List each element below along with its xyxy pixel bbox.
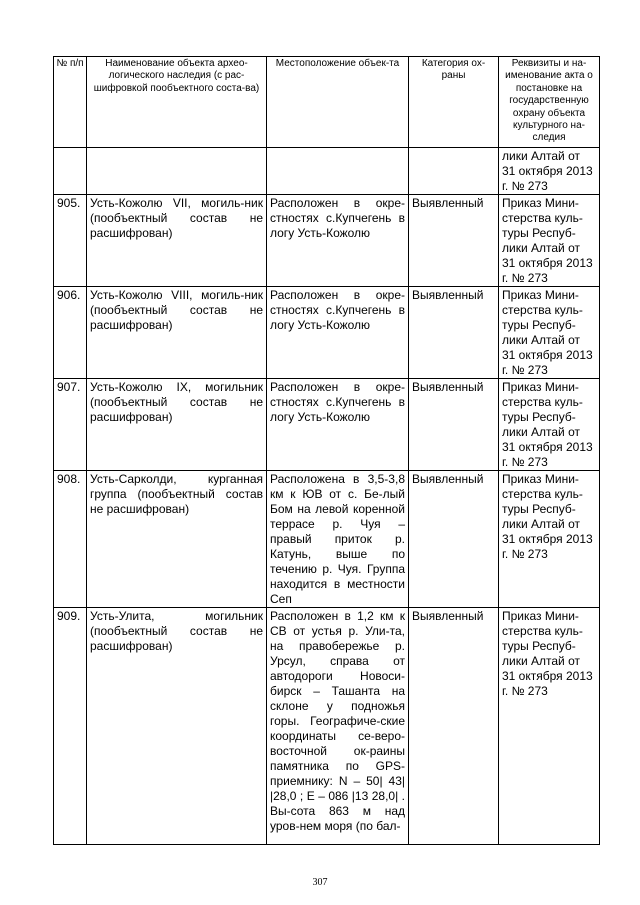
table-row [54,195,600,287]
cell-category: Выявленный [409,287,499,379]
header-num: № п/п [54,57,87,148]
cell-act: Приказ Мини-стерства куль-туры Респуб-лики Алтай от 31 октября 2013 г. № 273 [499,471,600,608]
cell-name [87,148,267,195]
table-header-row [54,57,600,148]
cell-act: лики Алтай от 31 октября 2013 г. № 273 [499,148,600,195]
table-row [54,379,600,471]
cell-name: Усть-Кожолю IX, могильник (пообъектный состав не расшифрован) [87,379,267,471]
cell-num: 907. [54,379,87,471]
cell-num: 906. [54,287,87,379]
cell-location: Расположен в окре-стностях с.Купчегень в логу Усть-Кожолю [267,195,409,287]
header-category: Категория ох-раны [409,57,499,148]
header-name: Наименование объекта архео-логического наследия (с рас-шифровкой пообъектного соста-ва) [87,57,267,148]
table-row-continuation [54,148,600,195]
cell-category [409,148,499,195]
cell-act: Приказ Мини-стерства куль-туры Респуб-лики Алтай от 31 октября 2013 г. № 273 [499,195,600,287]
cell-act: Приказ Мини-стерства куль-туры Респуб-лики Алтай от 31 октября 2013 г. № 273 [499,379,600,471]
table-row [54,471,600,608]
cell-name: Усть-Сарколди, курганная группа (пообъектный состав не расшифрован) [87,471,267,608]
cell-num [54,148,87,195]
cell-category: Выявленный [409,471,499,608]
cell-num: 908. [54,471,87,608]
cell-num: 905. [54,195,87,287]
cell-act: Приказ Мини-стерства куль-туры Респуб-лики Алтай от 31 октября 2013 г. № 273 [499,287,600,379]
header-act: Реквизиты и на-именование акта о постановке на государственную охрану объекта культурного на-следия [499,57,600,148]
table-row [54,608,600,845]
cell-category: Выявленный [409,379,499,471]
page-number: 307 [312,877,328,888]
cell-category: Выявленный [409,195,499,287]
table-row [54,287,600,379]
heritage-register-table [53,56,600,845]
cell-name: Усть-Кожолю VII, могиль-ник (пообъектный состав не расшифрован) [87,195,267,287]
cell-name: Усть-Улита, могильник (пообъектный состав не расшифрован) [87,608,267,845]
cell-location: Расположена в 3,5-3,8 км к ЮВ от с. Бе-лый Бом на левой коренной террасе р. Чуя – правый приток р. Катунь, выше по течению р. Чуя. Группа находится в местности Сеп [267,471,409,608]
header-location: Местоположение объек-та [267,57,409,148]
cell-location: Расположен в 1,2 км к СВ от устья р. Ули-та, на правобережье р. Урсул, справа от автодороги Новоси-бирск – Ташанта на склоне у подножья горы. Географиче-ские координаты се-веро-восточной ок-раины памятника по GPS-приемнику: N – 50| 43| |28,0 ; E – 086 |13 28,0| . Вы-сота 863 м над уров-нем моря (по бал- [267,608,409,845]
cell-num: 909. [54,608,87,845]
cell-act: Приказ Мини-стерства куль-туры Респуб-лики Алтай от 31 октября 2013 г. № 273 [499,608,600,845]
cell-name: Усть-Кожолю VIII, могиль-ник (пообъектный состав не расшифрован) [87,287,267,379]
cell-location [267,148,409,195]
cell-location: Расположен в окре-стностях с.Купчегень в логу Усть-Кожолю [267,379,409,471]
cell-location: Расположен в окре-стностях с.Купчегень в логу Усть-Кожолю [267,287,409,379]
cell-category: Выявленный [409,608,499,845]
